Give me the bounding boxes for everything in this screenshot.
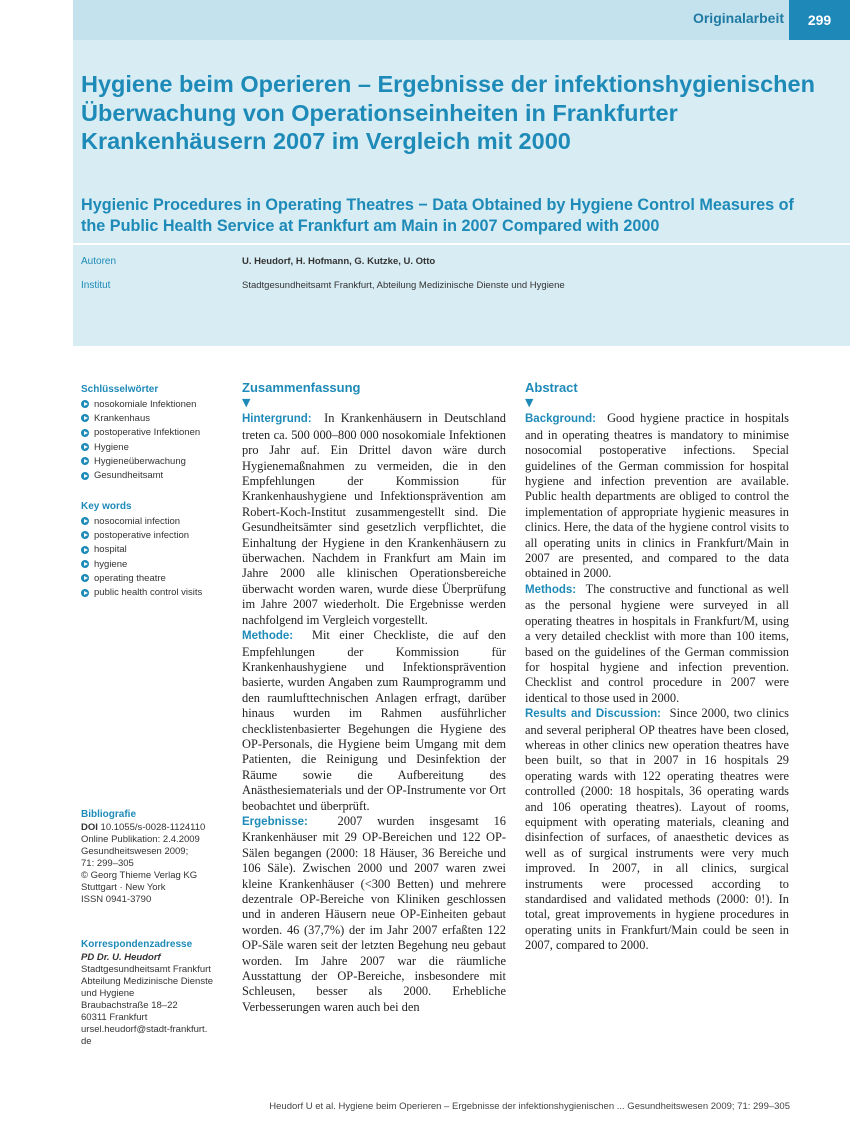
authors: U. Heudorf, H. Hofmann, G. Kutzke, U. Otto (242, 256, 436, 267)
institute-label: Institut (81, 280, 111, 291)
keywords-german (81, 384, 231, 483)
doi: 10.1055/s-0028-1124110 (100, 822, 206, 833)
keyword-item: public health control visits (81, 585, 231, 599)
bullet-arrow-icon (81, 560, 89, 568)
page-number: 299 (789, 0, 850, 40)
bib-line: ISSN 0941-3790 (81, 894, 152, 905)
keyword-item: nosocomial infection (81, 514, 231, 528)
header-divider (73, 243, 850, 245)
paragraph-methods: Methods: The constructive and functional as well as the personal hygiene were surveyed in all operating theatres in hospitals in Frankfurt/M, using a very detailed checklist with more than 100 items, based on the guidelines of the German commission for hospital hygiene and infection prevention. Checklist and control procedure in 2007 were identical to those used in 2000. (525, 581, 789, 705)
correspondence-name: PD Dr. U. Heudorf (81, 952, 161, 963)
keyword-item: operating theatre (81, 571, 231, 585)
bib-line: 71: 299–305 (81, 858, 134, 869)
address-line: und Hygiene (81, 988, 135, 999)
bullet-arrow-icon (81, 414, 89, 422)
bullet-arrow-icon (81, 546, 89, 554)
zusammenfassung-column (242, 380, 506, 1015)
paragraph-background: Background: Good hygiene practice in hospitals and in operating theatres is mandatory to minimise nosocomial postoperative infections. Special guidelines of the German commission for hospital hygiene and infection prevention are available. Public health departments are obliged to control the implementation of appropriate hygienic measures in clinics. Here, the data of the hygiene control visits to all operating units in clinics in Frankfurt/Main in 2007 are presented, and compared to the data obtained in 2000. (525, 411, 789, 581)
keywords-english-heading: Key words (81, 501, 132, 512)
paragraph-results: Results and Discussion: Since 2000, two clinics and several peripheral OP theatres have been closed, whereas in other clinics new operation theatres have been built, so that in 2007 in 16 hospitals 29 operating wards with 122 operating theatres were controlled (2000: 18 hospitals, 36 operating wards and 106 operating theatres). Layout of rooms, equipment with operating materials, cleaning and disinfection of surfaces, of anaesthetic devices as well as of surgical instruments were very much improved. In 2007, in all clinics, surgical instruments were processed according to standardised and validated methods (2000: 0!). In total, great improvements in hygiene procedures in operating units in Frankfurt/Main could be seen in 2007, compared to 2000. (525, 706, 789, 953)
keyword-item: hygiene (81, 557, 231, 571)
keyword-item: Krankenhaus (81, 411, 231, 425)
arrow-down-icon: ▼ (242, 396, 251, 410)
keyword-item: postoperative Infektionen (81, 426, 231, 440)
address-line: Braubachstraße 18–22 (81, 1000, 178, 1011)
keywords-german-heading: Schlüsselwörter (81, 384, 159, 395)
bib-line: Online Publikation: 2.4.2009 (81, 834, 200, 845)
bullet-arrow-icon (81, 429, 89, 437)
page-footer: Heudorf U et al. Hygiene beim Operieren – Ergebnisse der infektionshygienischen ... Gesundheitswesen 2009; 71: 299–305 (269, 1101, 790, 1112)
keyword-item: nosokomiale Infektionen (81, 397, 231, 411)
correspondence (81, 939, 231, 1048)
doi-label: DOI (81, 822, 98, 833)
bullet-arrow-icon (81, 457, 89, 465)
title-english: Hygienic Procedures in Operating Theatres − Data Obtained by Hygiene Control Measures of the Public Health Service at Frankfurt am Main in 2007 Compared with 2000 (81, 196, 794, 235)
keyword-item: hospital (81, 543, 231, 557)
paragraph-hintergrund: Hintergrund: In Krankenhäusern in Deutschland treten ca. 500 000–800 000 nosokomiale Infektionen pro Jahr auf. Ein Drittel davon wäre durch Hygienemaßnahmen zu vermeiden, die in den Empfehlungen der Kommission für Krankenhaushygiene und Infektionsprävention am Robert-Koch-Institut zusammengestellt sind. Die Gesundheitsämter sind gesetzlich verpflichtet, die Einhaltung der Hygiene in den Krankenhäusern zu überwachen. Nachdem in Frankfurt am Main im Jahre 2000 alle klinischen Operationsbereiche überwacht worden waren, wurde diese Überprüfung im Jahre 2007 wiederholt. Die Ergebnisse werden nachfolgend im Vergleich vorgestellt. (242, 411, 506, 627)
header-panel (73, 0, 850, 346)
keyword-item: Gesundheitsamt (81, 468, 231, 482)
institute: Stadtgesundheitsamt Frankfurt, Abteilung Medizinische Dienste und Hygiene (242, 280, 565, 291)
keyword-item: Hygieneüberwachung (81, 454, 231, 468)
authors-label: Autoren (81, 256, 117, 267)
title-german: Hygiene beim Operieren – Ergebnisse der infektionshygienischen Überwachung von Operationseinheiten in Frankfurter Krankenhäusern 2007 im Vergleich mit 2000 (81, 71, 815, 154)
keyword-item: Hygiene (81, 440, 231, 454)
bullet-arrow-icon (81, 443, 89, 451)
paragraph-methode: Methode: Mit einer Checkliste, die auf den Empfehlungen der Kommission für Krankenhaushygiene und Infektionsprävention basierte, wurden Angaben zum Raumprogramm und den raumlufttechnischen Anlagen erfragt, darüber hinaus wurden im Rahmen ausführlicher checklistenbasierter Begehungen die Hygiene des OP-Personals, die Hygiene beim Umgang mit dem Patienten, die Reinigung und Desinfektion der Räume sowie die Aufbereitung des Anästhesiematerials und der OP-Instrumente vor Ort beobachtet und überprüft. (242, 628, 507, 813)
bullet-arrow-icon (81, 531, 89, 539)
bibliography (81, 809, 231, 906)
bullet-arrow-icon (81, 589, 89, 597)
bibliography-heading: Bibliografie (81, 809, 137, 820)
bib-line: Gesundheitswesen 2009; (81, 846, 189, 857)
email-link-continued[interactable]: de (81, 1036, 92, 1047)
correspondence-heading: Korrespondenzadresse (81, 939, 193, 950)
bib-line: Stuttgart · New York (81, 882, 166, 893)
keyword-item: postoperative infection (81, 528, 231, 542)
abstract-heading: Abstract (525, 380, 578, 395)
bullet-arrow-icon (81, 400, 89, 408)
address-line: Stadtgesundheitsamt Frankfurt (81, 964, 211, 975)
bullet-arrow-icon (81, 517, 89, 525)
bullet-arrow-icon (81, 574, 89, 582)
bullet-arrow-icon (81, 472, 89, 480)
paragraph-ergebnisse: Ergebnisse: 2007 wurden insgesamt 16 Krankenhäuser mit 29 OP-Bereichen und 122 OP-Sälen begangen (2000: 18 Häuser, 36 Bereiche und 106 Säle). Zwischen 2000 und 2007 waren zwei kleine Krankenhäuser (<300 Betten) und mehrere dezentrale OP-Bereiche von Kliniken geschlossen und in anderen Häusern neue OP-Einheiten gebaut worden. 46 (37,7%) der im Jahr 2007 erfaßten 122 OP-Säle waren seit der letzten Begehung neu gebaut worden. Im Jahre 2007 war die räumliche Ausstattung der OP-Bereiche, insbesondere mit Schleusen, besser als 2000. Erhebliche Verbesserungen waren auch bei den (242, 813, 506, 1014)
address-line: Abteilung Medizinische Dienste (81, 976, 214, 987)
bib-line: © Georg Thieme Verlag KG (81, 870, 198, 881)
section-label: Originalarbeit (692, 10, 784, 26)
address-line: 60311 Frankfurt (81, 1012, 148, 1023)
abstract-column (525, 380, 789, 954)
arrow-down-icon: ▼ (525, 396, 534, 410)
keywords-english (81, 501, 231, 600)
zusammenfassung-heading: Zusammenfassung (242, 380, 361, 395)
email-link[interactable]: ursel.heudorf@stadt-frankfurt. (81, 1024, 208, 1035)
